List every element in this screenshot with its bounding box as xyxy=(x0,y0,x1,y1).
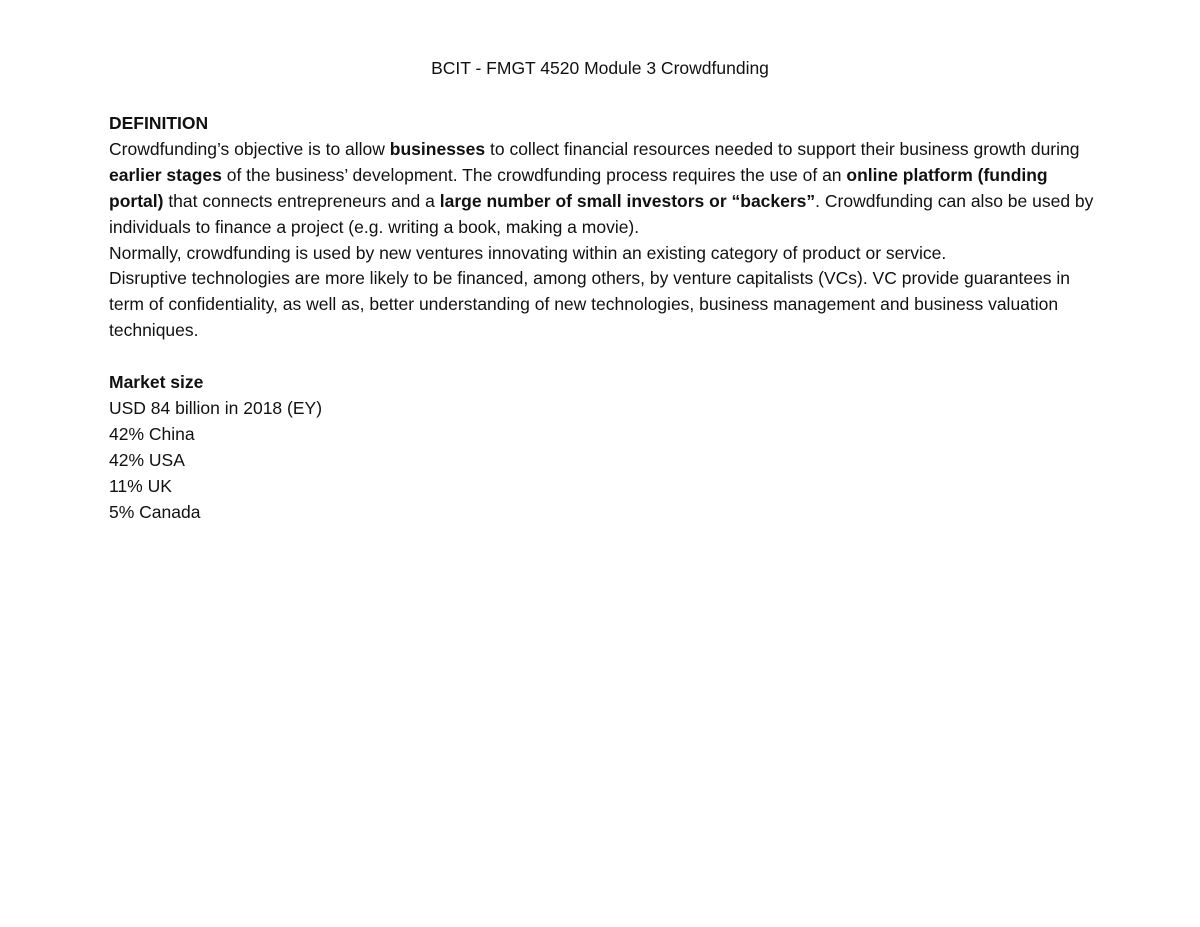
definition-bold-investors: large number of small investors or “backers” xyxy=(439,190,816,211)
definition-bold-earlier-stages: earlier stages xyxy=(109,164,222,185)
market-size-line: 42% China xyxy=(109,423,195,444)
market-size-list xyxy=(109,396,1099,526)
definition-text-2: to collect financial resources needed to support their business growth during xyxy=(485,138,1080,159)
definition-bold-businesses: businesses xyxy=(389,138,486,159)
document-body xyxy=(109,111,1099,525)
definition-text-5: . Crowdfunding can also be used by individuals to finance a project (e.g. writing a book, making a movie). xyxy=(109,190,1094,237)
definition-heading: DEFINITION xyxy=(109,113,209,133)
ventures-paragraph: Normally, crowdfunding is used by new ventures innovating within an existing category of product or service. xyxy=(109,242,947,263)
disruptive-paragraph: Disruptive technologies are more likely to be financed, among others, by venture capitalists (VCs). VC provide guarantees in term of confidentiality, as well as, better understanding of new technologies, business management and business valuation techniques. xyxy=(109,268,1071,341)
definition-paragraph xyxy=(109,137,1099,241)
market-size-line: USD 84 billion in 2018 (EY) xyxy=(109,397,323,418)
market-size-line: 5% Canada xyxy=(109,501,201,522)
definition-bold-online-platform: online platform (funding portal) xyxy=(109,164,1048,211)
market-size-heading: Market size xyxy=(109,372,204,393)
definition-text-4: that connects entrepreneurs and a xyxy=(163,190,440,211)
section-spacer xyxy=(109,344,1099,370)
market-size-line: 42% USA xyxy=(109,449,185,470)
market-size-line: 11% UK xyxy=(109,475,172,496)
definition-text-1: Crowdfunding’s objective is to allow xyxy=(109,138,390,159)
definition-text-3: of the business’ development. The crowdfunding process requires the use of an xyxy=(221,164,847,185)
page-title: BCIT - FMGT 4520 Module 3 Crowdfunding xyxy=(431,58,769,78)
